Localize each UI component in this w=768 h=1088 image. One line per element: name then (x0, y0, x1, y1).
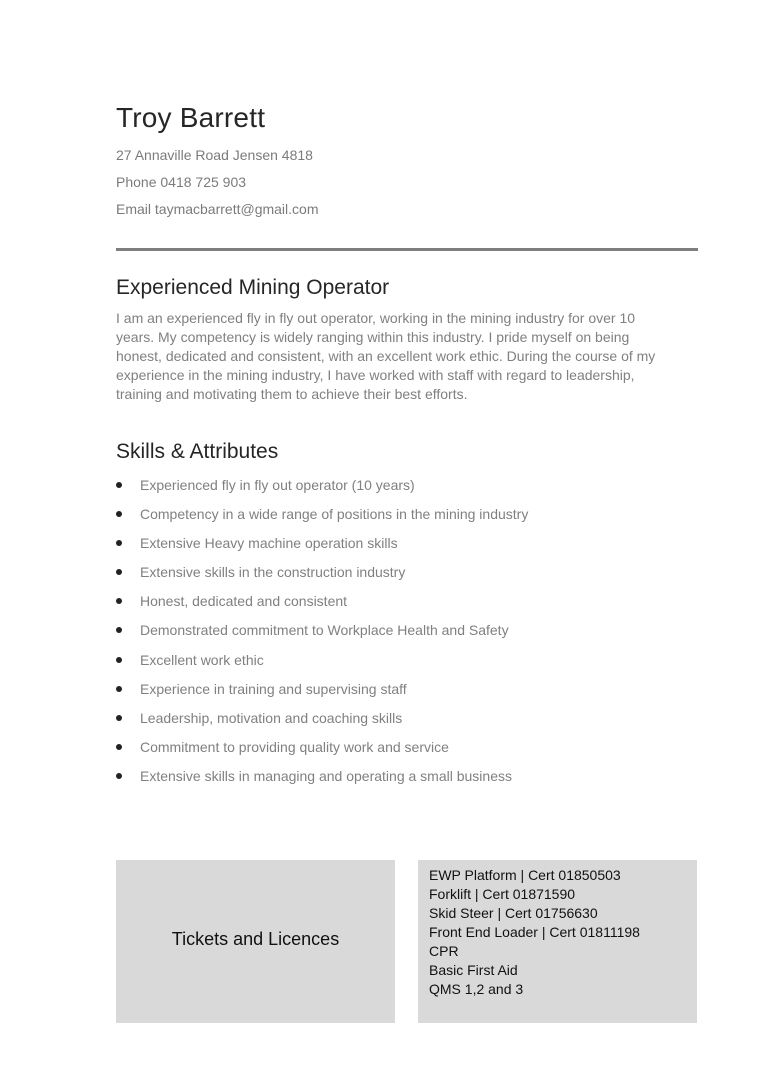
bullet-icon (116, 744, 122, 750)
skill-item: Demonstrated commitment to Workplace Health and Safety (116, 621, 528, 650)
skill-item: Experience in training and supervising staff (116, 680, 528, 709)
tickets-list (418, 860, 697, 999)
skills-list (116, 476, 528, 796)
bullet-icon (116, 569, 122, 575)
skill-item: Extensive Heavy machine operation skills (116, 534, 528, 563)
bullet-icon (116, 657, 122, 663)
bullet-icon (116, 686, 122, 692)
bullet-icon (116, 540, 122, 546)
tickets-label-box (116, 860, 395, 1023)
ticket-item: Skid Steer | Cert 01756630 (429, 905, 598, 921)
applicant-name: Troy Barrett (116, 102, 266, 133)
ticket-item: Basic First Aid (429, 962, 518, 978)
skill-item: Commitment to providing quality work and service (116, 738, 528, 767)
bullet-icon (116, 773, 122, 779)
skill-item: Extensive skills in the construction industry (116, 563, 528, 592)
ticket-item: Front End Loader | Cert 01811198 (429, 924, 640, 940)
bullet-icon (116, 511, 122, 517)
phone-line: Phone 0418 725 903 (116, 174, 247, 190)
bullet-icon (116, 627, 122, 633)
tickets-label: Tickets and Licences (171, 929, 340, 949)
skill-item: Honest, dedicated and consistent (116, 592, 528, 621)
ticket-item: CPR (429, 943, 459, 959)
ticket-item: Forklift | Cert 01871590 (429, 886, 576, 902)
skills-heading: Skills & Attributes (116, 440, 279, 463)
bullet-icon (116, 482, 122, 488)
skill-item: Competency in a wide range of positions in the mining industry (116, 505, 528, 534)
skill-item: Extensive skills in managing and operating a small business (116, 767, 528, 796)
bullet-icon (116, 715, 122, 721)
skill-item: Leadership, motivation and coaching skills (116, 709, 528, 738)
header-divider (116, 248, 698, 251)
skill-item: Excellent work ethic (116, 651, 528, 680)
ticket-item: EWP Platform | Cert 01850503 (429, 867, 621, 883)
bullet-icon (116, 598, 122, 604)
ticket-item: QMS 1,2 and 3 (429, 981, 524, 997)
profile-heading: Experienced Mining Operator (116, 276, 390, 299)
address-line: 27 Annaville Road Jensen 4818 (116, 147, 313, 163)
skill-item: Experienced fly in fly out operator (10 years) (116, 476, 528, 505)
profile-summary: I am an experienced fly in fly out operator, working in the mining industry for over 10 years. My competency is widely ranging within this industry. I pride myself on being honest, dedicated and consistent, with an excellent work ethic. During the course of my experience in the mining industry, I have worked with staff with regard to leadership, training and motivating them to achieve their best efforts. (116, 310, 656, 402)
tickets-list-box (418, 860, 697, 1023)
email-line: Email taymacbarrett@gmail.com (116, 201, 319, 217)
